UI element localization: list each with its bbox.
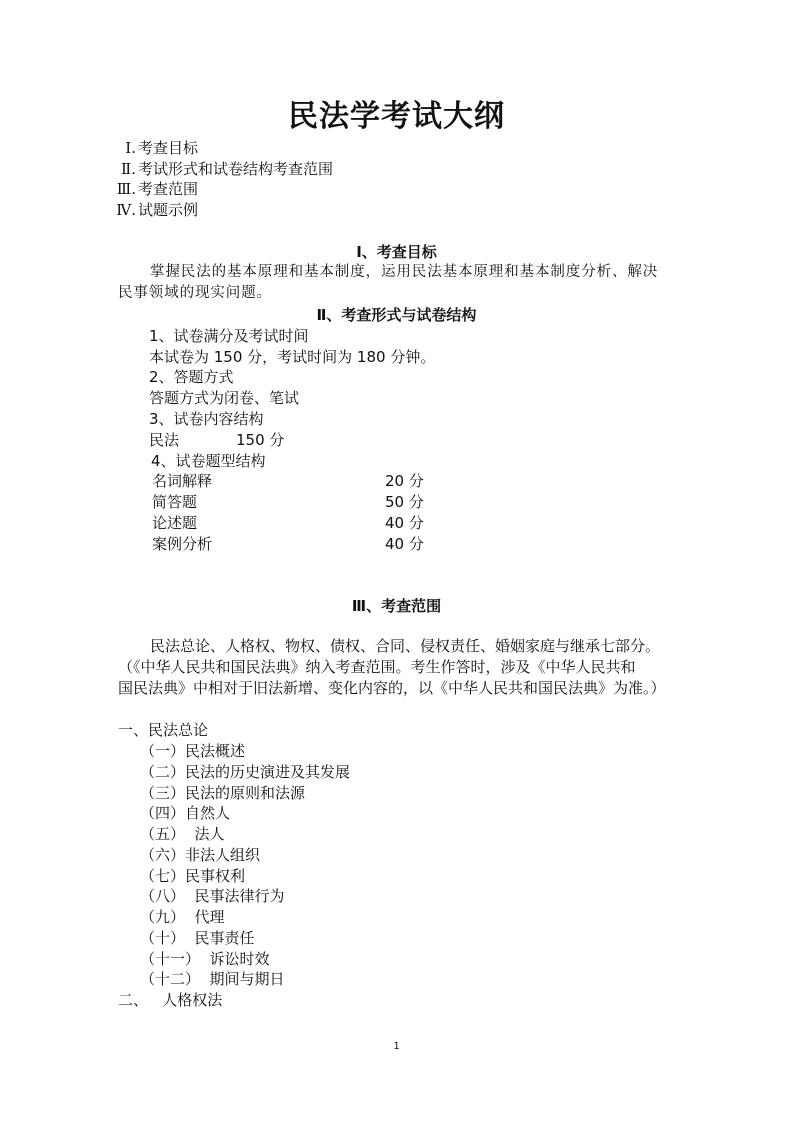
toc-item-3 [106, 179, 198, 199]
question-type-label: 简答题 [152, 493, 198, 511]
toc-num: Ⅱ. [121, 160, 136, 178]
question-type-row [152, 471, 472, 492]
outline-subitem: （七）民事权利 [140, 867, 246, 885]
toc-text: 考查目标 [138, 139, 199, 157]
section-3-heading: Ⅲ、考查范围 [351, 597, 442, 615]
outline-subitem: （十二） 期间与期日 [140, 970, 285, 988]
section-3-paragraph-line-2: （《中华人民共和国民法典》纳入考查范围。考生作答时，涉及《中华人民共和 [118, 658, 636, 676]
section-1-paragraph-line-1: 掌握民法的基本原理和基本制度，运用民法基本原理和基本制度分析、解决 [150, 264, 659, 280]
section-1-heading: Ⅰ、考查目标 [356, 243, 437, 261]
outline-subitem: （四）自然人 [140, 804, 231, 822]
page-number: 1 [393, 1041, 400, 1052]
outline-subitem: （三）民法的原则和法源 [140, 784, 306, 802]
toc-text: 试题示例 [138, 201, 199, 219]
section-2-heading: Ⅱ、考查形式与试卷结构 [316, 306, 477, 324]
outline-subitem: （十） 民事责任 [140, 929, 255, 947]
toc-num: Ⅲ. [116, 180, 136, 198]
item-1-content: 本试卷为 150 分，考试时间为 180 分钟。 [149, 348, 436, 366]
toc-num: Ⅰ. [125, 139, 136, 157]
question-type-row [152, 534, 472, 555]
toc-text: 考查范围 [138, 180, 199, 198]
toc-item-4 [106, 200, 198, 220]
question-type-label: 名词解释 [152, 472, 213, 490]
item-1-title: 1、试卷满分及考试时间 [149, 327, 309, 345]
toc-text: 考试形式和试卷结构考查范围 [138, 160, 334, 178]
part-1-title: 一、民法总论 [118, 721, 209, 739]
item-3-title: 3、试卷内容结构 [149, 410, 264, 428]
question-type-label: 案例分析 [152, 535, 213, 553]
item-2-title: 2、答题方式 [149, 368, 234, 386]
outline-subitem: （一）民法概述 [140, 742, 246, 760]
question-type-row [152, 492, 472, 513]
section-1-paragraph-line-2: 民事领域的现实问题。 [118, 285, 272, 301]
item-4-title: 4、试卷题型结构 [151, 452, 266, 470]
outline-subitem: （十一） 诉讼时效 [140, 950, 270, 968]
item-2-content: 答题方式为闭卷、笔试 [149, 389, 300, 407]
section-3-paragraph-line-3: 国民法典》中相对于旧法新增、变化内容的，以《中华人民共和国民法典》为准。） [118, 679, 666, 697]
section-3-paragraph-line-1: 民法总论、人格权、物权、债权、合同、侵权责任、婚姻家庭与继承七部分。 [150, 637, 661, 655]
question-type-score: 50 分 [385, 493, 424, 511]
question-type-score: 40 分 [385, 514, 424, 532]
question-type-score: 40 分 [385, 535, 424, 553]
outline-subitem: （二）民法的历史演进及其发展 [140, 763, 351, 781]
outline-subitem: （六）非法人组织 [140, 846, 261, 864]
document-title: 民法学考试大纲 [288, 99, 505, 134]
item-3-content [149, 430, 284, 451]
content-score: 150 分 [236, 431, 285, 449]
toc-item-2 [106, 159, 333, 179]
question-type-label: 论述题 [152, 514, 198, 532]
outline-subitem: （九） 代理 [140, 908, 225, 926]
content-subject: 民法 [149, 431, 180, 449]
part-2-title: 二、 人格权法 [118, 991, 223, 1009]
outline-subitem: （八） 民事法律行为 [140, 887, 285, 905]
question-type-score: 20 分 [385, 472, 424, 490]
toc-num: Ⅳ. [116, 201, 136, 219]
outline-subitem: （五） 法人 [140, 825, 225, 843]
question-type-row [152, 513, 472, 534]
toc-item-1 [106, 138, 198, 158]
